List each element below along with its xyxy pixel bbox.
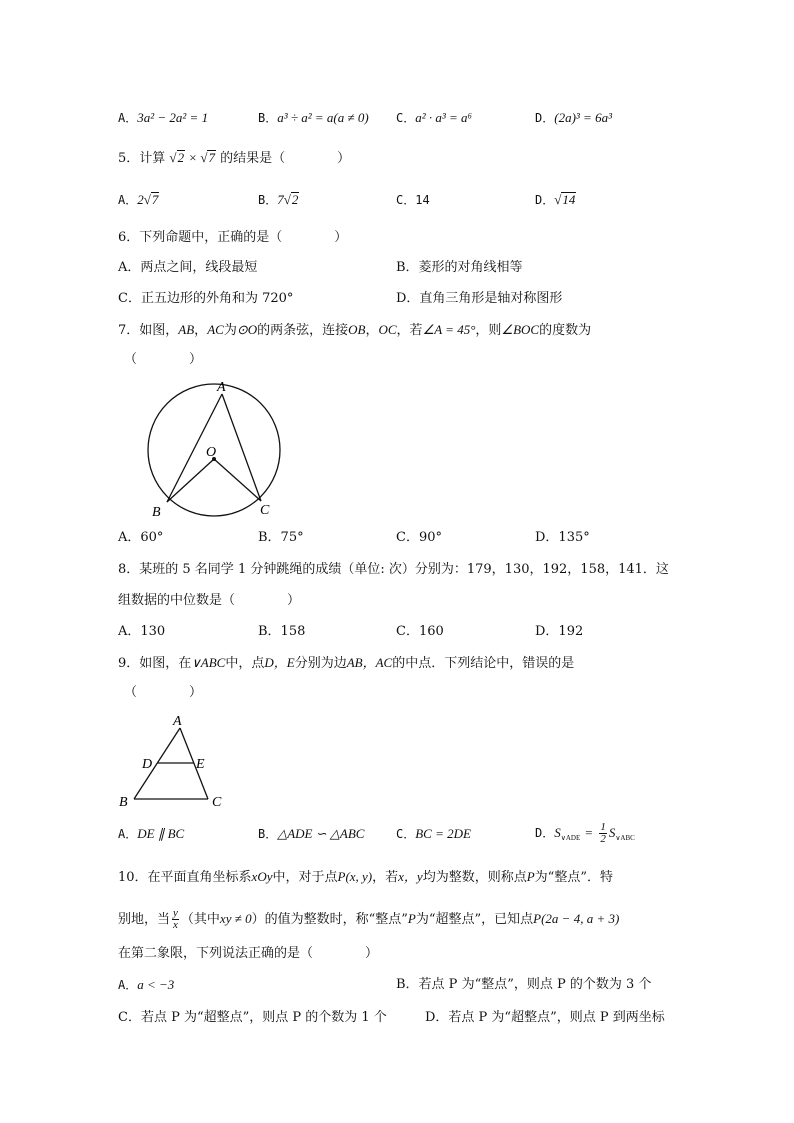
q9-option-d-label: D． — [535, 826, 555, 840]
q6-option-a: A．两点之间，线段最短 — [118, 260, 258, 275]
q10-option-c: C．若点 P 为“超整点”，则点 P 的个数为 1 个 — [118, 1010, 387, 1025]
q7-stem-4: ，则 — [475, 323, 502, 338]
q9-math-triangle: ∨ABC — [191, 655, 226, 670]
q8-stem-line-2: 组数据的中位数是（ ） — [118, 593, 301, 608]
q5-stem — [118, 148, 350, 169]
q9-option-a-label: A． — [118, 827, 138, 841]
q10-fraction-num: y — [173, 907, 178, 919]
q9-option-a-math: DE ∥ BC — [137, 826, 185, 841]
q9-stem — [118, 653, 574, 674]
q7-math-angle-a: ∠A = 45° — [422, 322, 476, 337]
q9-option-d-lhs: S — [554, 825, 561, 840]
q9-label-b: B — [119, 795, 128, 810]
q7-stem: 7．如图，AB，AC为⊙O的两条弦，连接OB，OC，若∠A = 45°，则∠BOC的度数为 — [118, 322, 592, 338]
q9-label-c: C — [212, 795, 222, 810]
q10-math-point: P(2a − 4, a + 3) — [533, 911, 620, 926]
q9-option-d-rhs: S — [608, 825, 616, 840]
q10-fraction-den: x — [173, 919, 178, 931]
q10-stem-2c: ）的值为整数时，称“整点” — [251, 912, 408, 927]
q9-option-d-den: 2 — [600, 833, 606, 845]
q4-option-a-label: A． — [118, 111, 138, 125]
q5-option-a-math: 2√7 — [137, 192, 159, 207]
q7-stem-5: 的度数为 — [539, 323, 592, 338]
q10-stem-1c: ，若 — [372, 870, 399, 885]
q8-option-c: C．160 — [396, 624, 444, 639]
q9-label-e: E — [196, 757, 205, 772]
q7-math-oc: OC — [378, 322, 397, 337]
q4-option-b-math: a³ ÷ a² = a(a ≠ 0) — [277, 110, 369, 125]
q10-stem-1d: 均为整数，则称点 — [422, 870, 527, 885]
q9-option-d-num: 1 — [600, 821, 606, 833]
q4-option-c — [396, 108, 472, 129]
q8-option-b: B．158 — [258, 624, 306, 639]
q9-stem-4: 的中点．下列结论中，错误的是 — [392, 656, 575, 671]
q4-option-c-math: a² · a³ = a⁶ — [415, 110, 473, 125]
q4-option-c-label: C． — [396, 111, 416, 125]
q7-label-b: B — [152, 505, 161, 520]
q10-math-xoy: xOy — [251, 869, 273, 884]
q4-option-d-math: (2a)³ = 6a³ — [554, 110, 612, 125]
q5-option-a-label: A． — [118, 193, 138, 207]
q9-option-d — [535, 818, 635, 853]
q10-math-xyne: xy ≠ 0 — [219, 911, 252, 926]
q9-option-d-eq: = — [584, 825, 594, 840]
q7-segment-ob — [167, 459, 214, 502]
q9-option-b — [258, 824, 364, 845]
q9-option-c-math: BC = 2DE — [415, 826, 471, 841]
q10-math-p: P — [526, 869, 535, 884]
q10-option-a — [118, 975, 174, 996]
q7-option-d: D．135° — [535, 530, 590, 545]
q7-math-ob: OB — [348, 322, 366, 337]
q9-option-d-sub1: ∨ADE — [560, 834, 581, 842]
q6-option-d: D．直角三角形是轴对称图形 — [396, 291, 563, 306]
q8-option-a: A．130 — [118, 624, 166, 639]
q9-stem-1: 9．如图，在 — [118, 656, 192, 671]
q9-option-b-label: B． — [258, 827, 278, 841]
q7-stem-1: 7．如图， — [118, 323, 179, 338]
q4-option-a-math: 3a² − 2a² = 1 — [137, 110, 209, 125]
q4-option-a — [118, 108, 208, 129]
q9-math-de: D，E — [264, 655, 295, 670]
q4-option-b — [258, 108, 369, 129]
q5-option-d-label: D． — [535, 193, 555, 207]
q10-stem-1e: 为“整点”．特 — [534, 870, 613, 885]
q10-math-pxy: P(x, y) — [337, 869, 373, 884]
q10-option-b: B．若点 P 为“整点”，则点 P 的个数为 3 个 — [396, 977, 652, 992]
q7-option-b: B．75° — [258, 530, 304, 545]
q7-stem-2: 的两条弦，连接 — [257, 323, 349, 338]
q5-expression: √2 × √7 — [169, 150, 215, 165]
q9-label-d: D — [142, 757, 153, 772]
q7-math-boc: ∠BOC — [501, 322, 540, 337]
q5-option-c — [396, 190, 430, 211]
q10-fraction — [172, 908, 179, 931]
q9-option-d-fraction — [599, 822, 607, 845]
q9-triangle-figure — [112, 708, 232, 812]
q8-option-d: D．192 — [535, 624, 584, 639]
q9-option-d-sub2: ∨ABC — [615, 834, 635, 842]
q10-stem-line-1 — [118, 867, 613, 888]
q7-chord-ac — [222, 394, 261, 501]
q7-label-a: A — [217, 380, 226, 395]
q5-stem-pre: 5．计算 — [118, 151, 166, 166]
q7-math-ab: AB — [178, 322, 195, 337]
q6-option-c: C．正五边形的外角和为 720° — [118, 291, 294, 306]
q9-stem-paren: （ ） — [124, 685, 203, 700]
q10-option-a-label: A． — [118, 978, 138, 992]
q9-option-a — [118, 824, 184, 845]
q5-option-c-label: C．14 — [396, 193, 430, 207]
q10-option-d: D．若点 P 为“超整点”，则点 P 到两坐标 — [425, 1010, 665, 1025]
q4-option-b-label: B． — [258, 111, 278, 125]
q10-math-xy: x，y — [398, 869, 423, 884]
q10-stem-1a: 10．在平面直角坐标系 — [118, 870, 252, 885]
q9-label-a: A — [173, 714, 182, 729]
q9-stem-3: 分别为边 — [294, 656, 347, 671]
q9-option-c — [396, 824, 471, 845]
q6-stem: 6．下列命题中，正确的是（ ） — [118, 230, 348, 245]
q9-option-c-label: C． — [396, 827, 416, 841]
q7-label-c: C — [260, 503, 270, 518]
q4-option-d-label: D． — [535, 111, 555, 125]
q7-stem-3: ，若 — [396, 323, 423, 338]
q5-option-b-math: 7√2 — [277, 192, 299, 207]
q5-option-b — [258, 190, 299, 211]
q5-stem-post: 的结果是（ ） — [220, 151, 351, 166]
q5-option-d — [535, 190, 576, 211]
q9-math-abac: AB，AC — [346, 655, 393, 670]
q8-stem-line-1: 8．某班的 5 名同学 1 分钟跳绳的成绩（单位: 次）分别为：179，130，192，158，141．这 — [118, 562, 669, 577]
q7-math-ac: AC — [207, 322, 224, 337]
q7-word-wei: 为 — [223, 323, 237, 338]
q5-option-d-math: √14 — [554, 192, 576, 207]
q10-stem-2a: 别地，当 — [118, 912, 171, 927]
q10-stem-2b: （其中 — [180, 912, 220, 927]
q4-option-d — [535, 108, 612, 129]
q10-stem-line-2 — [118, 904, 619, 935]
q10-math-p2: P — [407, 911, 416, 926]
q7-math-circle: ⊙O — [236, 322, 258, 337]
q7-stem-paren: （ ） — [124, 352, 203, 367]
q10-stem-2d: 为“超整点”，已知点 — [415, 912, 534, 927]
q5-option-a — [118, 190, 159, 211]
q9-option-b-math: △ADE ∽ △ABC — [277, 826, 365, 841]
q7-option-c: C．90° — [396, 530, 442, 545]
q7-label-o: O — [206, 445, 217, 460]
q7-circle-figure — [140, 375, 290, 525]
q10-stem-line-3: 在第二象限，下列说法正确的是（ ） — [118, 946, 379, 961]
q6-option-b: B．菱形的对角线相等 — [396, 260, 523, 275]
q10-stem-1b: 中，对于点 — [272, 870, 338, 885]
q7-option-a: A．60° — [118, 530, 164, 545]
q9-stem-2: 中，点 — [225, 656, 265, 671]
q5-option-b-label: B． — [258, 193, 278, 207]
q10-option-a-math: a < −3 — [137, 977, 175, 992]
